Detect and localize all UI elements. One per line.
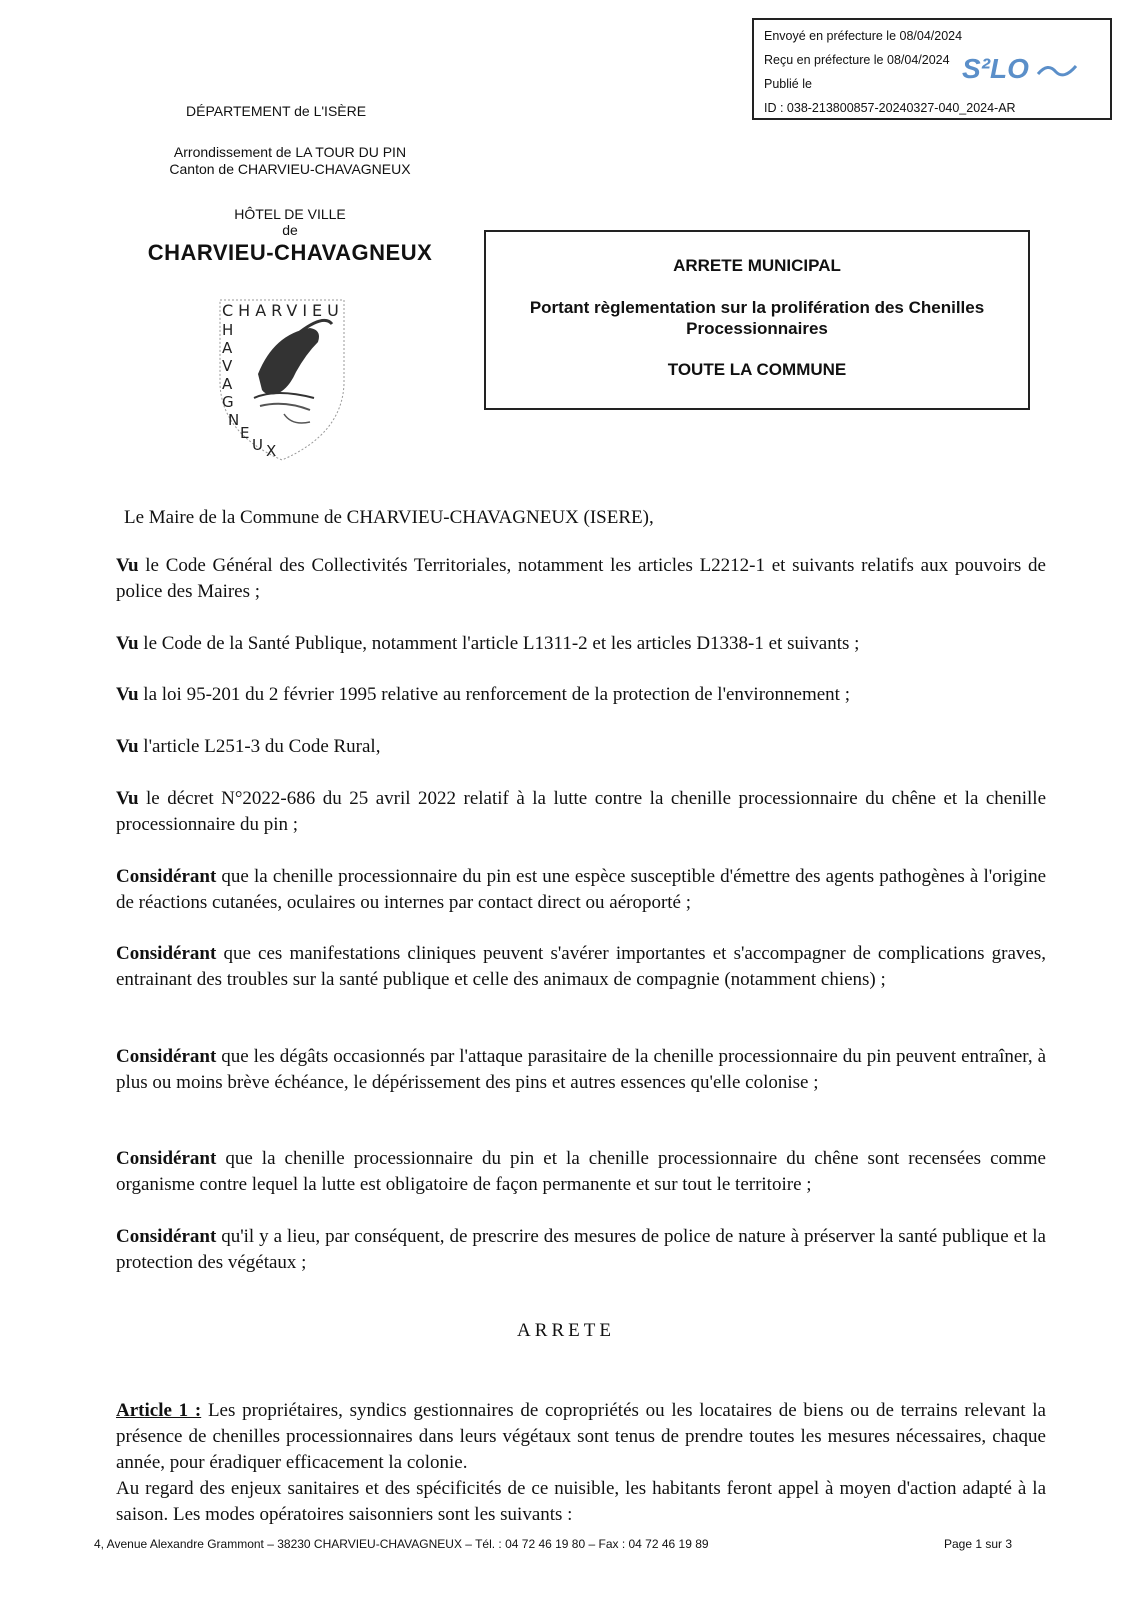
decree-title: ARRETE MUNICIPAL: [673, 256, 841, 275]
svg-text:A: A: [222, 339, 233, 357]
visa-text: le Code de la Santé Publique, notamment l'article L1311-2 et les articles D1338-1 et suivants ;: [138, 633, 860, 654]
city-name: CHARVIEU-CHAVAGNEUX: [147, 240, 433, 265]
visa-text: l'article L251-3 du Code Rural,: [138, 736, 381, 757]
stamp-envoye: Envoyé en préfecture le 08/04/2024: [764, 29, 963, 43]
visa-text: la loi 95-201 du 2 février 1995 relative au renforcement de la protection de l'environnement ;: [138, 684, 850, 705]
page-number: Page 1 sur 3: [944, 1537, 1013, 1551]
decree-title-box: [484, 230, 1030, 410]
considerant-paragraph: [116, 1044, 1046, 1096]
considerant-paragraph: [116, 1224, 1046, 1276]
stamp-id: ID : 038-213800857-20240327-040_2024-AR: [764, 101, 1016, 115]
department-label: DÉPARTEMENT de L'ISÈRE: [186, 103, 367, 119]
visa-text: le décret N°2022-686 du 25 avril 2022 relatif à la lutte contre la chenille processionnaire du chêne et la chenille processionnaire du pin ;: [116, 788, 1046, 835]
visa-lead: Vu: [116, 555, 139, 576]
stamp-recu: Reçu en préfecture le 08/04/2024: [764, 53, 950, 67]
visa-paragraph: [116, 553, 1046, 605]
decree-scope: TOUTE LA COMMUNE: [667, 360, 847, 379]
decree-subtitle-line2: Processionnaires: [686, 319, 828, 338]
svg-text:G: G: [222, 393, 234, 411]
considerant-text: que les dégâts occasionnés par l'attaque parasitaire de la chenille processionnaire du pin peuvent entraîner, à plus ou moins brève échéance, le dépérissement des pins et autres essences qu'elle colonise ;: [116, 1046, 1046, 1093]
visa-paragraph: [116, 734, 1046, 760]
considerant-lead: Considérant: [116, 866, 217, 887]
svg-text:A: A: [222, 375, 233, 393]
considerant-paragraph: [116, 941, 1046, 993]
svg-text:CHARVIEU: CHARVIEU: [222, 301, 344, 320]
intro-line: Le Maire de la Commune de CHARVIEU-CHAVAGNEUX (ISERE),: [124, 507, 654, 528]
town-crest-logo: [214, 294, 350, 464]
hotel-line2: de: [282, 222, 298, 238]
hotel-line1: HÔTEL DE VILLE: [234, 206, 346, 222]
visa-lead: Vu: [116, 633, 139, 654]
considerant-text: que la chenille processionnaire du pin est une espèce susceptible d'émettre des agents pathogènes à l'origine de réactions cutanées, oculaires ou internes par contact direct ou aéroporté ;: [116, 866, 1046, 913]
considerant-paragraph: [116, 1146, 1046, 1198]
considerant-lead: Considérant: [116, 1046, 217, 1067]
visa-lead: Vu: [116, 788, 139, 809]
considerant-text: que la chenille processionnaire du pin et la chenille processionnaire du chêne sont recensées comme organisme contre lequel la lutte est obligatoire de façon permanente et sur tout le territoire ;: [116, 1148, 1046, 1195]
slo-signature-logo: [960, 48, 1080, 88]
visa-paragraph: [116, 631, 1046, 657]
svg-text:X: X: [266, 442, 277, 460]
svg-text:U: U: [252, 436, 263, 454]
article-1-text2: Au regard des enjeux sanitaires et des spécificités de ce nuisible, les habitants feront appel à moyen d'action adapté à la saison. Les modes opératoires saisonniers sont les suivants :: [116, 1478, 1046, 1525]
svg-text:E: E: [240, 424, 250, 442]
arrondissement-label: Arrondissement de LA TOUR DU PIN: [173, 144, 407, 160]
considerant-paragraph: [116, 864, 1046, 916]
svg-text:H: H: [222, 321, 234, 339]
considerant-text: qu'il y a lieu, par conséquent, de prescrire des mesures de police de nature à préserver la santé publique et la protection des végétaux ;: [116, 1226, 1046, 1273]
visa-lead: Vu: [116, 684, 139, 705]
considerant-lead: Considérant: [116, 1148, 217, 1169]
visa-lead: Vu: [116, 736, 139, 757]
svg-text:N: N: [228, 411, 240, 429]
decree-subtitle-line1: Portant règlementation sur la prolifération des Chenilles: [529, 298, 985, 317]
article-1-text: Les propriétaires, syndics gestionnaires de copropriétés ou les locataires de biens ou de terrains relevant la présence de chenilles processionnaires dans leurs végétaux sont tenus de prendre toutes les mesures nécessaires, chaque année, pour éradiquer efficacement la colonie.: [116, 1400, 1046, 1473]
footer-address: 4, Avenue Alexandre Grammont – 38230 CHARVIEU-CHAVAGNEUX – Tél. : 04 72 46 19 80 – Fax : 04 72 46 19 89: [94, 1537, 709, 1551]
canton-label: Canton de CHARVIEU-CHAVAGNEUX: [169, 161, 411, 177]
visa-text: le Code Général des Collectivités Territoriales, notamment les articles L2212-1 et suivants relatifs aux pouvoirs de police des Maires ;: [116, 555, 1046, 602]
stamp-publie: Publié le: [764, 77, 812, 91]
hotel-de-ville-block: [140, 206, 440, 238]
article-1-label: Article 1 :: [116, 1400, 202, 1421]
visa-paragraph: [116, 786, 1046, 838]
svg-text:S²LO: S²LO: [962, 53, 1029, 84]
arrondissement-block: [140, 144, 440, 178]
arrete-heading: ARRETE: [517, 1320, 615, 1341]
visa-paragraph: [116, 682, 1046, 708]
article-1: [116, 1398, 1046, 1528]
considerant-lead: Considérant: [116, 943, 217, 964]
considerant-lead: Considérant: [116, 1226, 217, 1247]
svg-text:V: V: [222, 357, 233, 375]
considerant-text: que ces manifestations cliniques peuvent s'avérer importantes et s'accompagner de complications graves, entrainant des troubles sur la santé publique et celle des animaux de compagnie (notamment chiens) ;: [116, 943, 1046, 990]
